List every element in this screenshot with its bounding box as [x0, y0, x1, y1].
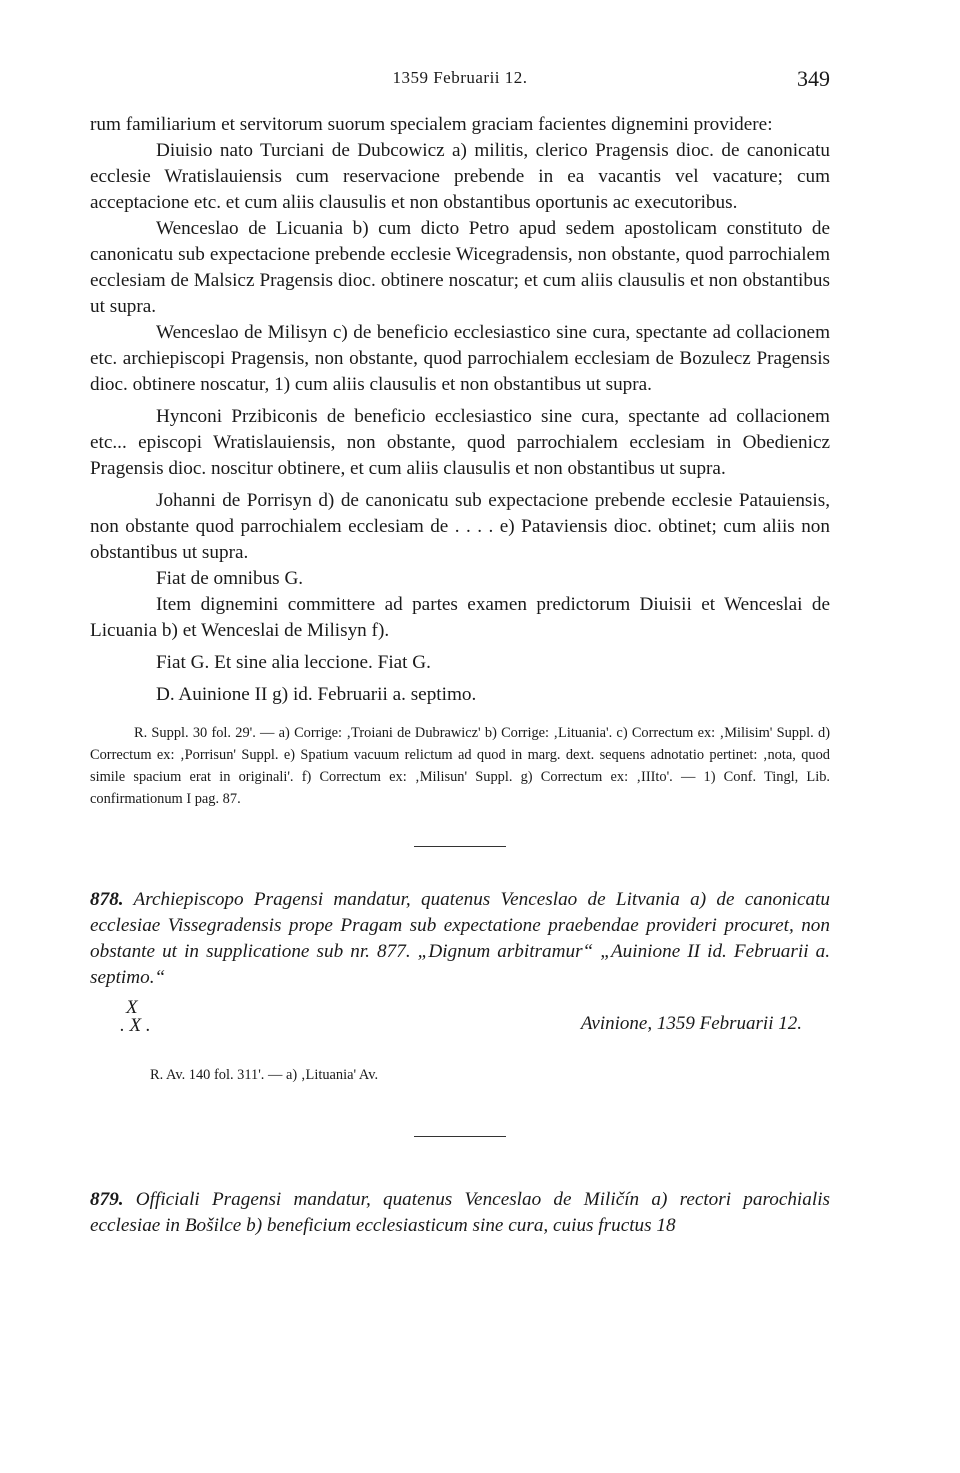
entry-878 — [90, 887, 830, 991]
section-divider — [414, 846, 506, 847]
paragraph: Wenceslao de Licuania b) cum dicto Petro apud sedem apostolicam constituto de canonicatu sub expectacione prebende ecclesie Wicegradensis, non obstante, quod parrochialem ecclesiam de Malsicz Pragensis dioc. obtinere noscatur; et cum aliis clausulis et non obstantibus ut supra. — [90, 218, 830, 317]
supplication-text — [90, 112, 830, 708]
entry-regest: Archiepiscopo Pragensi mandatur, quatenus Venceslao de Litvania a) de canonicatu ecclesiae Vissegradensis prope Pragam sub expectatione praebendae provideri procuret, non obstante ut in supplicatione sub nr. 877. „Dignum arbitramur“ „Auinione II id. Februarii a. septimo.“ — [90, 889, 830, 988]
paragraph: Hynconi Przibiconis de beneficio ecclesiastico sine cura, spectante ad collacionem etc... episcopi Wratislauiensis, non obstante, quod parrochialem ecclesiam in Obedienicz Pragensis dioc. noscitur obtinere, et cum aliis clausulis et non obstantibus ut supra. — [90, 406, 830, 479]
footnotes — [90, 722, 830, 810]
page-header — [90, 60, 830, 96]
signature-row — [90, 999, 830, 1043]
notarial-mark — [120, 999, 151, 1035]
paragraph: Item dignemini committere ad partes examen predictorum Diuisii et Wenceslai de Licuania b) et Wenceslai de Milisyn f). — [90, 594, 830, 641]
paragraph: Johanni de Porrisyn d) de canonicatu sub expectacione prebende ecclesie Patauiensis, non obstante quod parrochialem ecclesiam de . . . . e) Pataviensis dioc. obtinet; cum aliis non obstantibus ut supra. — [90, 490, 830, 563]
entry-regest: Officiali Pragensi mandatur, quatenus Venceslao de Miličín a) rectori parochialis ecclesiae in Bošilce b) beneficium ecclesiasticum sine cura, cuius fructus 18 — [90, 1189, 830, 1236]
mark-bottom: . X . — [120, 1015, 151, 1036]
entry-879 — [90, 1187, 830, 1239]
paragraph: Fiat de omnibus G. — [156, 568, 304, 589]
paragraph: Wenceslao de Milisyn c) de beneficio ecclesiastico sine cura, spectante ad collacionem etc. archiepiscopi Pragensis, non obstante, quod parrochialem ecclesiam de Bozulecz Pragensis dioc. obtinere noscatur, 1) cum aliis clausulis et non obstantibus ut supra. — [90, 322, 830, 395]
footnote-text: R. Suppl. 30 fol. 29'. — a) Corrige: ‚Troiani de Dubrawicz' b) Corrige: ‚Lituania'. c) Correctum ex: ‚Milisim' Suppl. d) Correctum ex: ‚Porrisun' Suppl. e) Spatium vacuum relictum ad quod in marg. dext. sequens adnotatio pertinet: ‚nota, quod simile spacium erat in originali'. f) Correctum ex: ‚Milisun' Suppl. g) Correctum ex: ‚IIIto'. — 1) Conf. Tingl, Lib. confirmationum I pag. 87. — [90, 725, 830, 807]
entry-number: 879. — [90, 1189, 124, 1210]
place-date: Avinione, 1359 Februarii 12. — [580, 1013, 802, 1034]
mark-top: X — [126, 997, 138, 1018]
entry-number: 878. — [90, 889, 124, 910]
page-number: 349 — [797, 66, 830, 91]
document-page — [90, 60, 830, 1239]
paragraph: Diuisio nato Turciani de Dubcowicz a) militis, clerico Pragensis dioc. de canonicatu ecclesie Wratislauiensis cum reservacione prebende in ea vacantis vel vacature; cum acceptacione etc. et cum aliis clausulis et non obstantibus oportunis ac executoribus. — [90, 140, 830, 213]
section-divider — [414, 1136, 506, 1137]
paragraph: D. Auinione II g) id. Februarii a. septimo. — [156, 684, 477, 705]
paragraph: Fiat G. Et sine alia leccione. Fiat G. — [156, 652, 431, 673]
running-title: 1359 Februarii 12. — [392, 68, 528, 87]
source-note: R. Av. 140 fol. 311'. — a) ‚Lituania' Av. — [150, 1067, 379, 1083]
paragraph: rum familiarium et servitorum suorum specialem graciam facientes dignemini providere: — [90, 114, 773, 135]
